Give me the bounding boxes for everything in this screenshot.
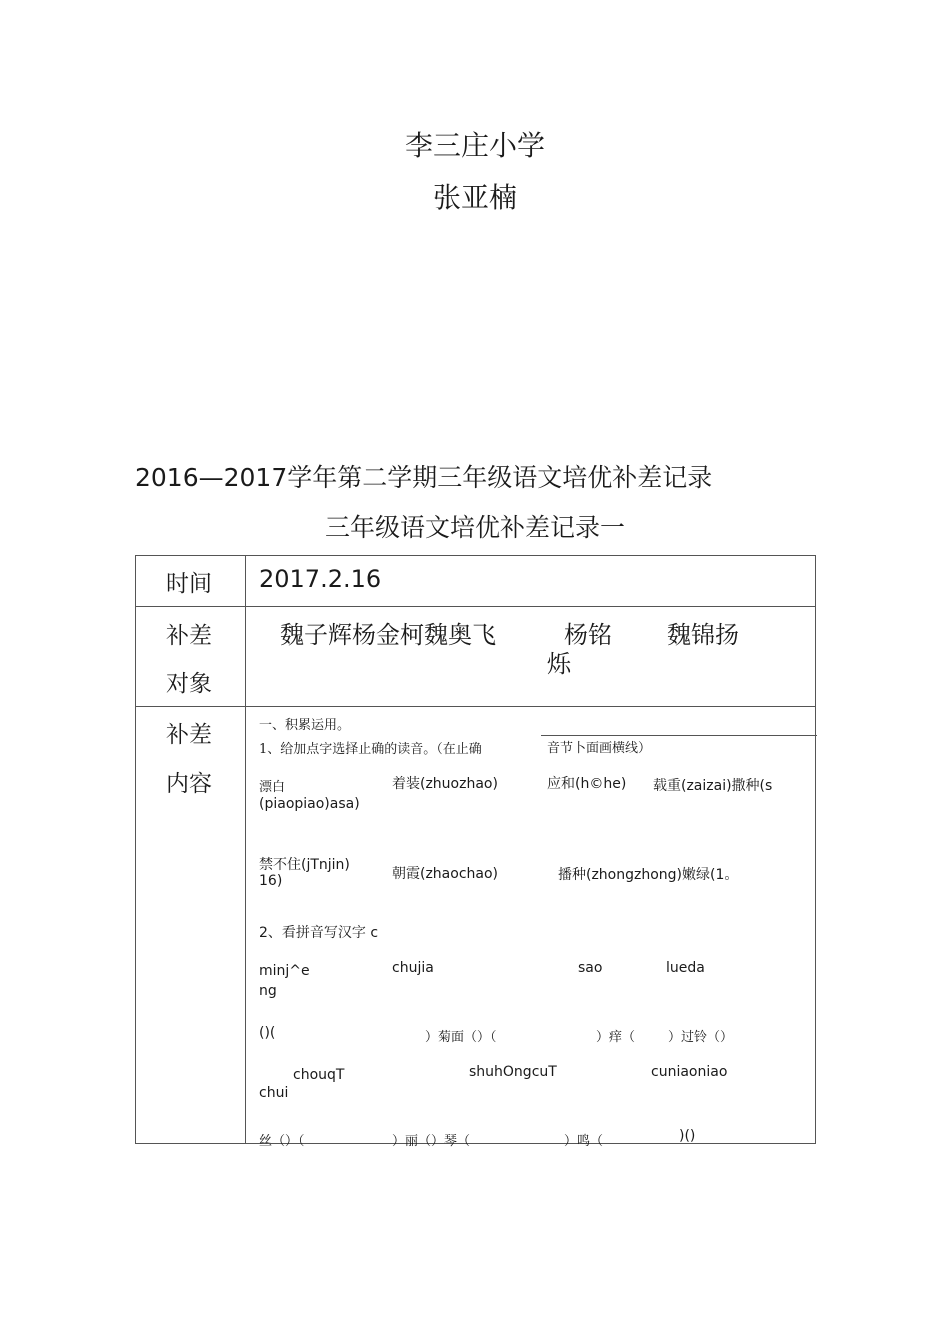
q2-blank: 丝（）（ [259,1134,305,1149]
table-column-divider [245,556,246,1143]
content-label-line1: 补差 [166,722,212,748]
q2-blank: ()( [259,1025,276,1041]
q2-pinyin: chui [259,1085,289,1101]
record-subtitle: 三年级语文培优补差记录一 [324,513,625,542]
student-name-yang: 杨铭 [564,621,612,649]
table-row-divider [136,606,815,607]
q2-pinyin: lueda [666,960,705,976]
q1-word: 播种(zhongzhong)嫩绿(1。 [558,867,739,883]
q2-blank: ）过铃（） [668,1030,734,1045]
q1-word: 应和(h©he) [547,776,627,792]
q2-pinyin: sao [578,960,603,976]
q1-word: 禁不住(jTnjin) [259,857,350,873]
q2-blank: ）鸣（ [564,1134,604,1149]
student-names: 魏子辉杨金柯魏奥飞 [280,621,496,649]
q2-pinyin: cuniaoniao [651,1064,728,1080]
student-name-shuo: 烁 [547,650,571,678]
record-table [135,555,816,1149]
q2-pinyin: minj^e [259,963,310,979]
q2-blank: ）痒（ [596,1030,636,1045]
q2-pinyin: chouqT [293,1067,345,1083]
target-label-line1: 补差 [166,623,212,649]
q2-blank: )() [679,1128,696,1144]
q2-blank: ）丽（）琴（ [392,1134,471,1149]
q2-pinyin: ng [259,983,277,999]
q2-pinyin: chujia [392,960,434,976]
table-row-divider [136,706,815,707]
q1-pinyin: 16) [259,873,283,889]
section-heading: 一、积累运用。 [259,718,351,733]
question-2-instruction: 2、看拼音写汉字 c [259,925,379,941]
content-label-line2: 内容 [166,771,212,797]
target-label-line2: 对象 [166,671,212,697]
time-value: 2017.2.16 [259,565,382,593]
question-1-instruction: 1、给加点字选择止确的读音。（在止确 [259,742,482,757]
q2-pinyin: shuhOngcuT [469,1064,557,1080]
school-name: 李三庄小学 [404,129,545,162]
q1-pinyin: (piaopiao)asa) [259,796,360,812]
q1-word: 朝霞(zhaochao) [392,866,499,882]
table-inner-line [541,735,817,736]
document-title: 2016—2017学年第二学期三年级语文培优补差记录 [135,463,713,492]
question-1-instruction-cont: 音节卜面画横线） [547,741,652,756]
q2-blank: ）菊面（）（ [425,1030,497,1045]
time-label: 时间 [166,571,212,597]
q1-word: 漂白 [259,780,286,795]
q1-word: 着装(zhuozhao) [392,776,498,792]
student-name-wei: 魏锦扬 [667,621,739,649]
q1-word: 载重(zaizai)撒种(s [653,778,773,794]
teacher-name: 张亚楠 [432,181,517,214]
